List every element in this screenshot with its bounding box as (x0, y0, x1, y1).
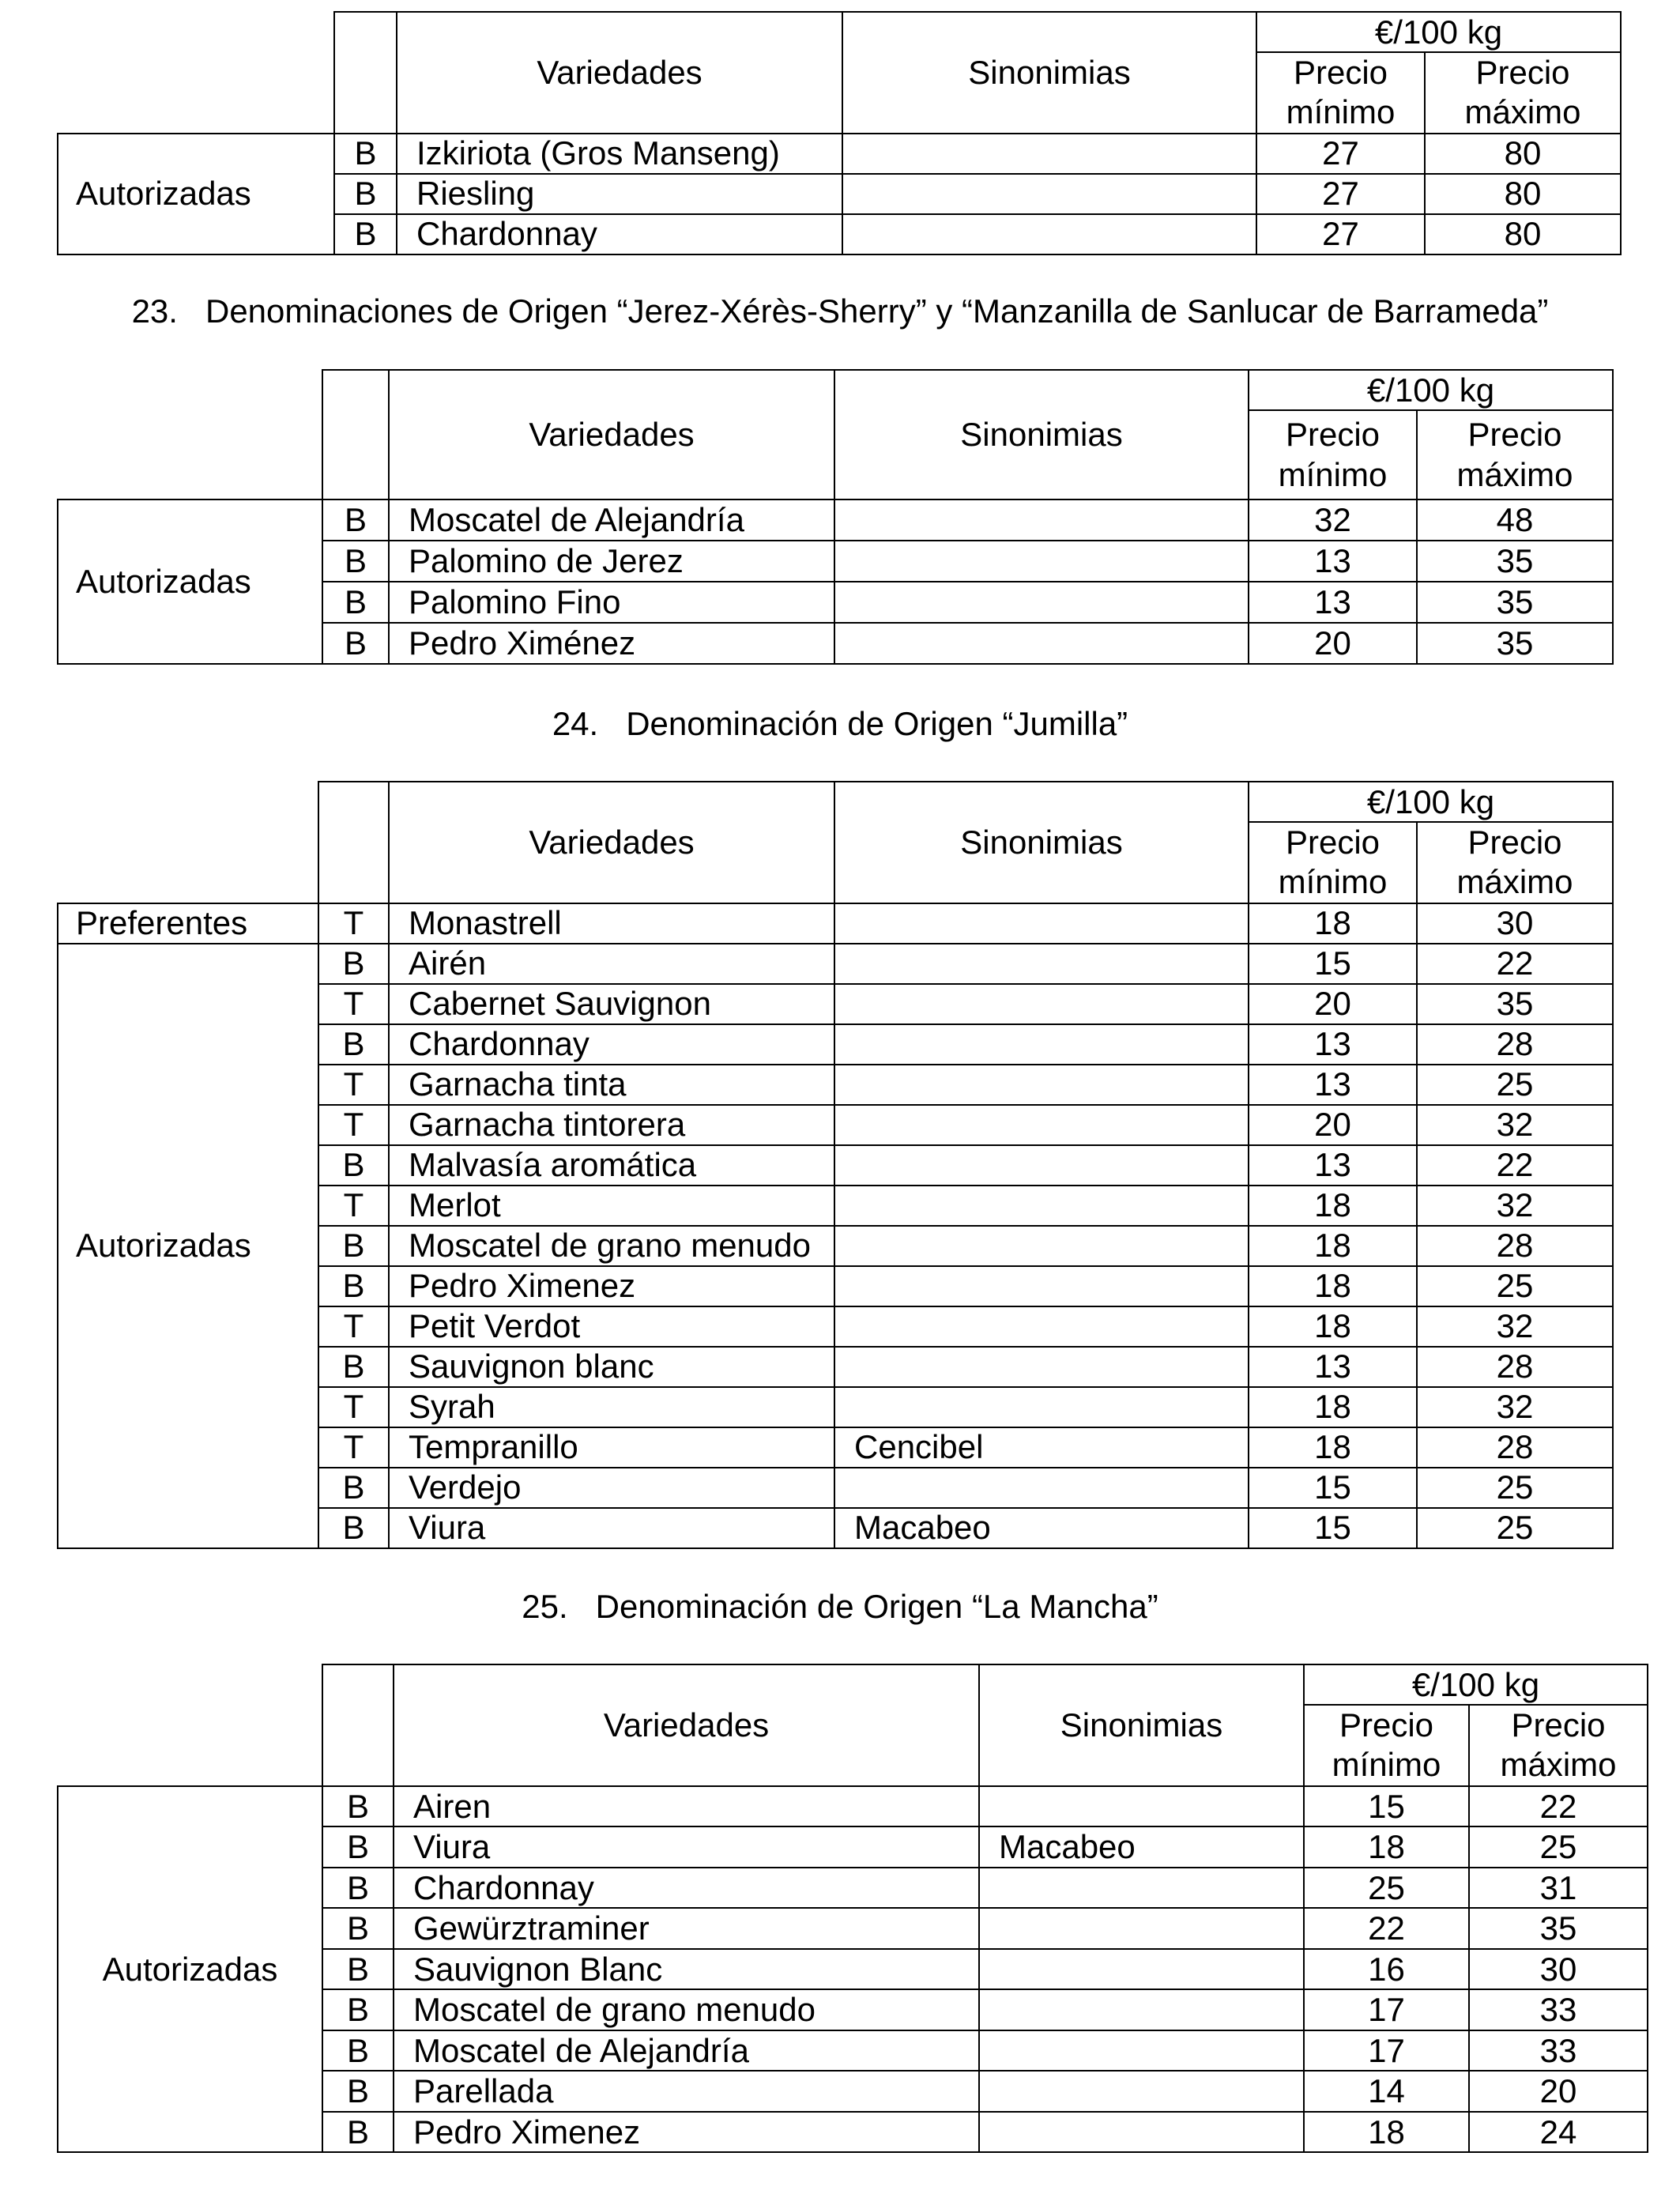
variety-cell: Cabernet Sauvignon (389, 984, 834, 1024)
color-cell: B (322, 2030, 394, 2071)
min-price-cell: 27 (1256, 134, 1425, 174)
header-blank (58, 410, 322, 499)
synonym-cell (834, 1266, 1249, 1306)
color-cell: B (318, 1145, 389, 1186)
variety-cell: Izkiriota (Gros Manseng) (397, 134, 842, 174)
header-sinonimias: Sinonimias (979, 1664, 1304, 1786)
header-precio-min: Precio mínimo (1256, 52, 1425, 134)
variety-cell: Syrah (389, 1387, 834, 1427)
max-price-cell: 25 (1417, 1266, 1613, 1306)
variety-cell: Moscatel de Alejandría (389, 499, 834, 541)
synonym-cell (834, 1347, 1249, 1387)
color-cell: T (318, 1105, 389, 1145)
min-price-cell: 13 (1249, 541, 1417, 582)
variety-cell: Moscatel de grano menudo (389, 1226, 834, 1266)
min-price-cell: 18 (1304, 2112, 1469, 2153)
section-title: Denominación de Origen “Jumilla” (626, 705, 1128, 742)
color-cell: B (318, 944, 389, 984)
color-cell: B (318, 1347, 389, 1387)
color-cell: B (322, 2071, 394, 2112)
variety-cell: Pedro Ximenez (389, 1266, 834, 1306)
variety-cell: Petit Verdot (389, 1306, 834, 1347)
header-blank (58, 52, 334, 134)
color-cell: T (318, 1186, 389, 1226)
min-price-cell: 32 (1249, 499, 1417, 541)
header-precio-min: Precio mínimo (1249, 410, 1417, 499)
header-blank (58, 782, 318, 822)
section-number: 25. (522, 1588, 568, 1625)
variety-cell: Viura (394, 1826, 979, 1868)
header-unit: €/100 kg (1249, 370, 1613, 410)
min-price-cell: 13 (1249, 1145, 1417, 1186)
header-sinonimias: Sinonimias (834, 370, 1249, 499)
color-cell: B (318, 1508, 389, 1548)
min-price-cell: 25 (1304, 1868, 1469, 1909)
min-price-cell: 20 (1249, 623, 1417, 664)
header-precio-min: Precio mínimo (1249, 822, 1417, 903)
section-number: 24. (552, 705, 599, 742)
max-price-cell: 35 (1417, 984, 1613, 1024)
section-number: 23. (131, 292, 178, 330)
variety-cell: Pedro Ximenez (394, 2112, 979, 2153)
color-cell: B (322, 1786, 394, 1827)
synonym-cell (834, 582, 1249, 623)
category-cell: Autorizadas (58, 1786, 322, 2153)
color-cell: B (322, 1949, 394, 1990)
min-price-cell: 13 (1249, 1024, 1417, 1065)
max-price-cell: 80 (1425, 174, 1621, 214)
header-blank (58, 1664, 322, 1705)
table-22 (57, 11, 1622, 255)
header-blank (334, 12, 397, 52)
variety-cell: Moscatel de Alejandría (394, 2030, 979, 2071)
synonym-cell (842, 174, 1256, 214)
synonym-cell (834, 984, 1249, 1024)
section-title: Denominaciones de Origen “Jerez-Xérès-Sherry” y “Manzanilla de Sanlucar de Barrameda” (205, 292, 1549, 330)
category-cell: Autorizadas (58, 134, 334, 254)
variety-cell: Chardonnay (397, 214, 842, 254)
min-price-cell: 18 (1249, 1226, 1417, 1266)
max-price-cell: 33 (1469, 2030, 1648, 2071)
max-price-cell: 35 (1417, 623, 1613, 664)
variety-cell: Tempranillo (389, 1427, 834, 1468)
max-price-cell: 20 (1469, 2071, 1648, 2112)
variety-cell: Parellada (394, 2071, 979, 2112)
min-price-cell: 15 (1249, 944, 1417, 984)
synonym-cell (834, 541, 1249, 582)
synonym-cell (834, 903, 1249, 944)
color-cell: B (322, 2112, 394, 2153)
header-sinonimias: Sinonimias (842, 12, 1256, 134)
section-heading-23 (0, 292, 1680, 330)
min-price-cell: 15 (1304, 1786, 1469, 1827)
min-price-cell: 16 (1304, 1949, 1469, 1990)
variety-cell: Garnacha tintorera (389, 1105, 834, 1145)
max-price-cell: 33 (1469, 1989, 1648, 2030)
variety-cell: Malvasía aromática (389, 1145, 834, 1186)
min-price-cell: 13 (1249, 1347, 1417, 1387)
synonym-cell: Macabeo (979, 1826, 1304, 1868)
synonym-cell (842, 214, 1256, 254)
category-cell: Preferentes (58, 903, 318, 944)
min-price-cell: 27 (1256, 174, 1425, 214)
variety-cell: Airen (394, 1786, 979, 1827)
color-cell: T (318, 1065, 389, 1105)
header-blank (334, 52, 397, 134)
synonym-cell (834, 1024, 1249, 1065)
variety-cell: Palomino Fino (389, 582, 834, 623)
header-blank (58, 370, 322, 410)
color-cell: B (318, 1024, 389, 1065)
variety-cell: Palomino de Jerez (389, 541, 834, 582)
min-price-cell: 20 (1249, 984, 1417, 1024)
color-cell: T (318, 1387, 389, 1427)
synonym-cell (842, 134, 1256, 174)
header-precio-max: Precio máximo (1425, 52, 1621, 134)
variety-cell: Verdejo (389, 1468, 834, 1508)
header-blank (58, 1705, 322, 1786)
table-23 (57, 369, 1614, 665)
variety-cell: Pedro Ximénez (389, 623, 834, 664)
synonym-cell (834, 1065, 1249, 1105)
header-variedades: Variedades (389, 782, 834, 903)
max-price-cell: 25 (1417, 1508, 1613, 1548)
header-precio-min: Precio mínimo (1304, 1705, 1469, 1786)
header-blank (58, 12, 334, 52)
variety-cell: Sauvignon Blanc (394, 1949, 979, 1990)
header-blank (318, 782, 389, 822)
synonym-cell (834, 944, 1249, 984)
header-blank (322, 1664, 394, 1705)
variety-cell: Merlot (389, 1186, 834, 1226)
header-unit: €/100 kg (1304, 1664, 1648, 1705)
header-variedades: Variedades (397, 12, 842, 134)
header-unit: €/100 kg (1256, 12, 1621, 52)
table-24 (57, 781, 1614, 1549)
header-blank (58, 822, 318, 903)
synonym-cell (834, 1105, 1249, 1145)
synonym-cell (979, 1989, 1304, 2030)
header-blank (318, 822, 389, 903)
header-blank (322, 1705, 394, 1786)
header-sinonimias: Sinonimias (834, 782, 1249, 903)
synonym-cell (979, 2112, 1304, 2153)
max-price-cell: 22 (1417, 944, 1613, 984)
max-price-cell: 28 (1417, 1427, 1613, 1468)
synonym-cell (834, 1306, 1249, 1347)
color-cell: B (322, 1868, 394, 1909)
color-cell: T (318, 984, 389, 1024)
color-cell: T (318, 1427, 389, 1468)
max-price-cell: 31 (1469, 1868, 1648, 1909)
color-cell: B (334, 174, 397, 214)
min-price-cell: 18 (1249, 1266, 1417, 1306)
min-price-cell: 20 (1249, 1105, 1417, 1145)
min-price-cell: 18 (1304, 1826, 1469, 1868)
max-price-cell: 35 (1417, 541, 1613, 582)
max-price-cell: 25 (1417, 1065, 1613, 1105)
min-price-cell: 17 (1304, 1989, 1469, 2030)
variety-cell: Gewürztraminer (394, 1908, 979, 1949)
synonym-cell (979, 1949, 1304, 1990)
max-price-cell: 32 (1417, 1186, 1613, 1226)
variety-cell: Airén (389, 944, 834, 984)
color-cell: B (322, 541, 389, 582)
max-price-cell: 28 (1417, 1226, 1613, 1266)
synonym-cell (979, 2071, 1304, 2112)
synonym-cell (979, 1786, 1304, 1827)
table-row (58, 134, 1621, 174)
variety-cell: Moscatel de grano menudo (394, 1989, 979, 2030)
min-price-cell: 18 (1249, 903, 1417, 944)
max-price-cell: 35 (1469, 1908, 1648, 1949)
variety-cell: Garnacha tinta (389, 1065, 834, 1105)
color-cell: B (322, 1826, 394, 1868)
variety-cell: Chardonnay (394, 1868, 979, 1909)
table-row (58, 1786, 1648, 1827)
header-blank (322, 410, 389, 499)
synonym-cell (834, 623, 1249, 664)
synonym-cell (979, 1908, 1304, 1949)
synonym-cell: Macabeo (834, 1508, 1249, 1548)
min-price-cell: 18 (1249, 1387, 1417, 1427)
color-cell: B (322, 1989, 394, 2030)
max-price-cell: 28 (1417, 1347, 1613, 1387)
section-title: Denominación de Origen “La Mancha” (595, 1588, 1158, 1625)
header-precio-max: Precio máximo (1417, 822, 1613, 903)
header-blank (322, 370, 389, 410)
color-cell: B (334, 214, 397, 254)
max-price-cell: 32 (1417, 1387, 1613, 1427)
max-price-cell: 80 (1425, 134, 1621, 174)
color-cell: B (322, 1908, 394, 1949)
max-price-cell: 25 (1469, 1826, 1648, 1868)
header-precio-max: Precio máximo (1469, 1705, 1648, 1786)
table-25 (57, 1664, 1648, 2153)
min-price-cell: 17 (1304, 2030, 1469, 2071)
color-cell: T (318, 903, 389, 944)
synonym-cell (834, 499, 1249, 541)
max-price-cell: 32 (1417, 1306, 1613, 1347)
max-price-cell: 30 (1469, 1949, 1648, 1990)
max-price-cell: 22 (1469, 1786, 1648, 1827)
synonym-cell (834, 1186, 1249, 1226)
min-price-cell: 14 (1304, 2071, 1469, 2112)
min-price-cell: 15 (1249, 1508, 1417, 1548)
table-row (58, 944, 1613, 984)
variety-cell: Monastrell (389, 903, 834, 944)
min-price-cell: 13 (1249, 1065, 1417, 1105)
header-precio-max: Precio máximo (1417, 410, 1613, 499)
synonym-cell (834, 1468, 1249, 1508)
color-cell: B (318, 1226, 389, 1266)
header-variedades: Variedades (394, 1664, 979, 1786)
min-price-cell: 18 (1249, 1306, 1417, 1347)
synonym-cell (834, 1387, 1249, 1427)
max-price-cell: 22 (1417, 1145, 1613, 1186)
category-cell: Autorizadas (58, 944, 318, 1548)
synonym-cell (979, 1868, 1304, 1909)
color-cell: B (322, 499, 389, 541)
min-price-cell: 18 (1249, 1427, 1417, 1468)
synonym-cell (834, 1145, 1249, 1186)
section-heading-25 (0, 1590, 1680, 1623)
table-row (58, 499, 1613, 541)
color-cell: B (318, 1266, 389, 1306)
max-price-cell: 32 (1417, 1105, 1613, 1145)
color-cell: B (318, 1468, 389, 1508)
max-price-cell: 30 (1417, 903, 1613, 944)
variety-cell: Sauvignon blanc (389, 1347, 834, 1387)
max-price-cell: 35 (1417, 582, 1613, 623)
header-unit: €/100 kg (1249, 782, 1613, 822)
variety-cell: Viura (389, 1508, 834, 1548)
max-price-cell: 48 (1417, 499, 1613, 541)
max-price-cell: 80 (1425, 214, 1621, 254)
min-price-cell: 18 (1249, 1186, 1417, 1226)
min-price-cell: 27 (1256, 214, 1425, 254)
section-heading-24 (0, 707, 1680, 741)
color-cell: T (318, 1306, 389, 1347)
synonym-cell: Cencibel (834, 1427, 1249, 1468)
synonym-cell (979, 2030, 1304, 2071)
variety-cell: Riesling (397, 174, 842, 214)
table-row (58, 903, 1613, 944)
max-price-cell: 28 (1417, 1024, 1613, 1065)
color-cell: B (322, 623, 389, 664)
min-price-cell: 22 (1304, 1908, 1469, 1949)
min-price-cell: 13 (1249, 582, 1417, 623)
header-variedades: Variedades (389, 370, 834, 499)
category-cell: Autorizadas (58, 499, 322, 664)
variety-cell: Chardonnay (389, 1024, 834, 1065)
max-price-cell: 24 (1469, 2112, 1648, 2153)
color-cell: B (322, 582, 389, 623)
color-cell: B (334, 134, 397, 174)
synonym-cell (834, 1226, 1249, 1266)
max-price-cell: 25 (1417, 1468, 1613, 1508)
min-price-cell: 15 (1249, 1468, 1417, 1508)
